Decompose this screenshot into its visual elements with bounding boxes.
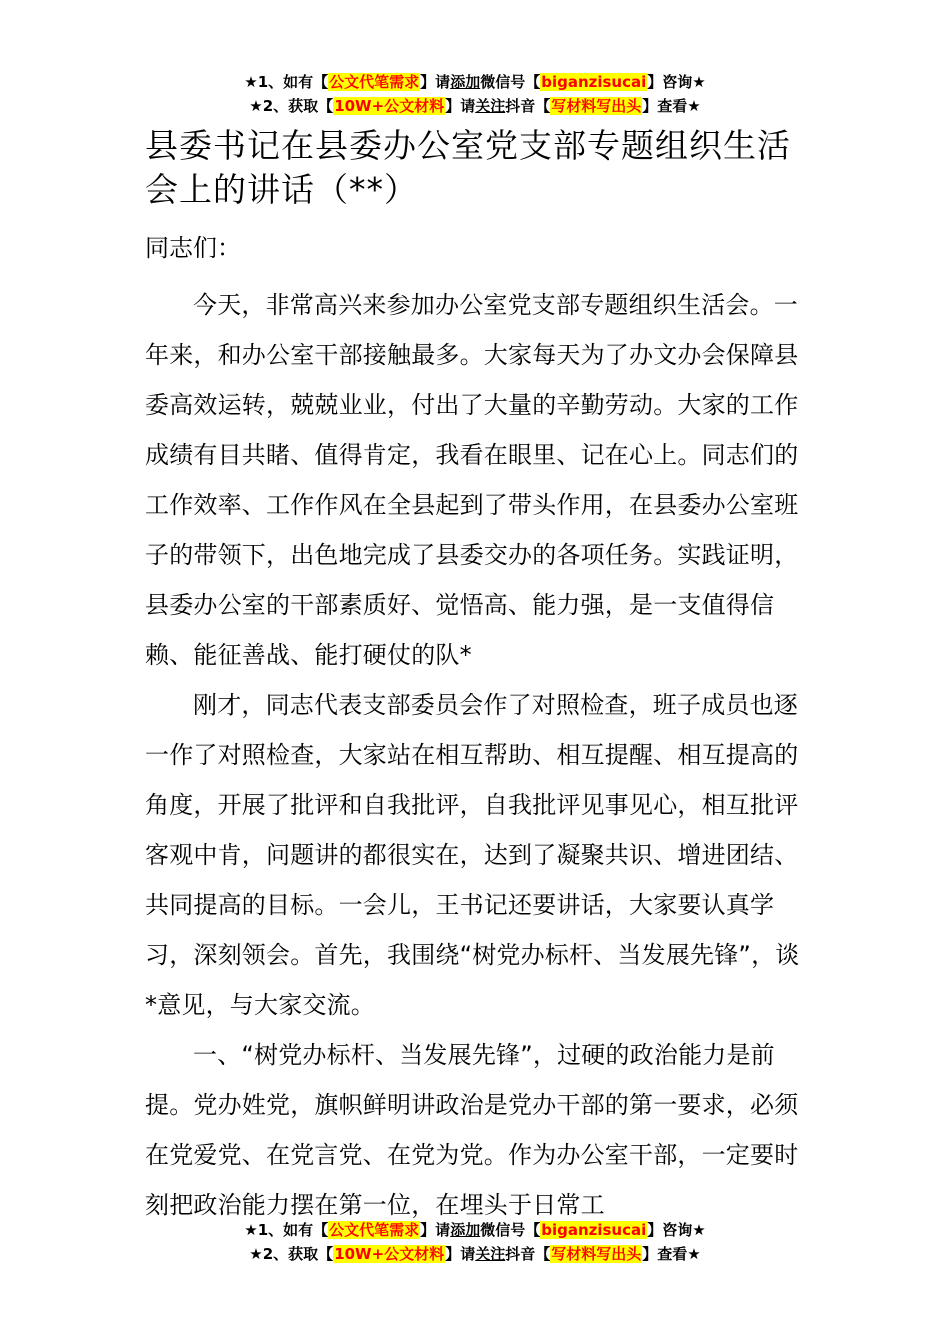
paragraph: 今天，非常高兴来参加办公室党支部专题组织生活会。一年来，和办公室干部接触最多。大家每天为了办文办会保障县委高效运转，兢兢业业，付出了大量的辛勤劳动。大家的工作成绩有目共睹、值得肯定，我看在眼里、记在心上。同志们的工作效率、工作作风在全县起到了带头作用，在县委办公室班子的带领下，出色地完成了县委交办的各项任务。实践证明，县委办公室的干部素质好、觉悟高、能力强，是一支值得信赖、能征善战、能打硬仗的队* bbox=[145, 291, 799, 669]
ad-line-1: ★1、如有【公文代笔需求】请添加微信号【biganzisucai】咨询★ bbox=[244, 1221, 706, 1239]
ad-banner-top bbox=[0, 70, 950, 118]
paragraph: 刚才，同志代表支部委员会作了对照检查，班子成员也逐一作了对照检查，大家站在相互帮助、相互提醒、相互提高的角度，开展了批评和自我批评，自我批评见事见心，相互批评客观中肯，问题讲的都很实在，达到了凝聚共识、增进团结、共同提高的目标。一会儿，王书记还要讲话，大家要认真学习，深刻领会。首先，我围绕“树党办标杆、当发展先锋”，谈*意见，与大家交流。 bbox=[145, 691, 800, 1019]
document-title: 县委书记在县委办公室党支部专题组织生活会上的讲话（**） bbox=[145, 126, 791, 209]
ad-highlight-service: 公文代笔需求 bbox=[329, 1221, 420, 1239]
greeting: 同志们： bbox=[145, 234, 241, 262]
ad-highlight-douyin-account: 写材料写出头 bbox=[551, 1245, 642, 1263]
ad-banner-bottom bbox=[0, 1218, 950, 1266]
ad-highlight-service: 公文代笔需求 bbox=[329, 73, 420, 91]
paragraph: 一、“树党办标杆、当发展先锋”，过硬的政治能力是前提。党办姓党，旗帜鲜明讲政治是党办干部的第一要求，必须在党爱党、在党言党、在党为党。作为办公室干部，一定要时刻把政治能力摆在第一位，在埋头于日常工 bbox=[145, 1041, 799, 1219]
ad-highlight-materials: 10W+公文材料 bbox=[334, 1245, 445, 1263]
ad-line-2: ★2、获取【10W+公文材料】请关注抖音【写材料写出头】查看★ bbox=[249, 97, 701, 115]
ad-highlight-douyin-account: 写材料写出头 bbox=[551, 97, 642, 115]
ad-highlight-wechat-id: biganzisucai bbox=[541, 73, 647, 91]
document-body bbox=[145, 124, 810, 1230]
ad-highlight-materials: 10W+公文材料 bbox=[334, 97, 445, 115]
ad-line-2: ★2、获取【10W+公文材料】请关注抖音【写材料写出头】查看★ bbox=[249, 1245, 701, 1263]
ad-highlight-wechat-id: biganzisucai bbox=[541, 1221, 647, 1239]
ad-line-1: ★1、如有【公文代笔需求】请添加微信号【biganzisucai】咨询★ bbox=[244, 73, 706, 91]
